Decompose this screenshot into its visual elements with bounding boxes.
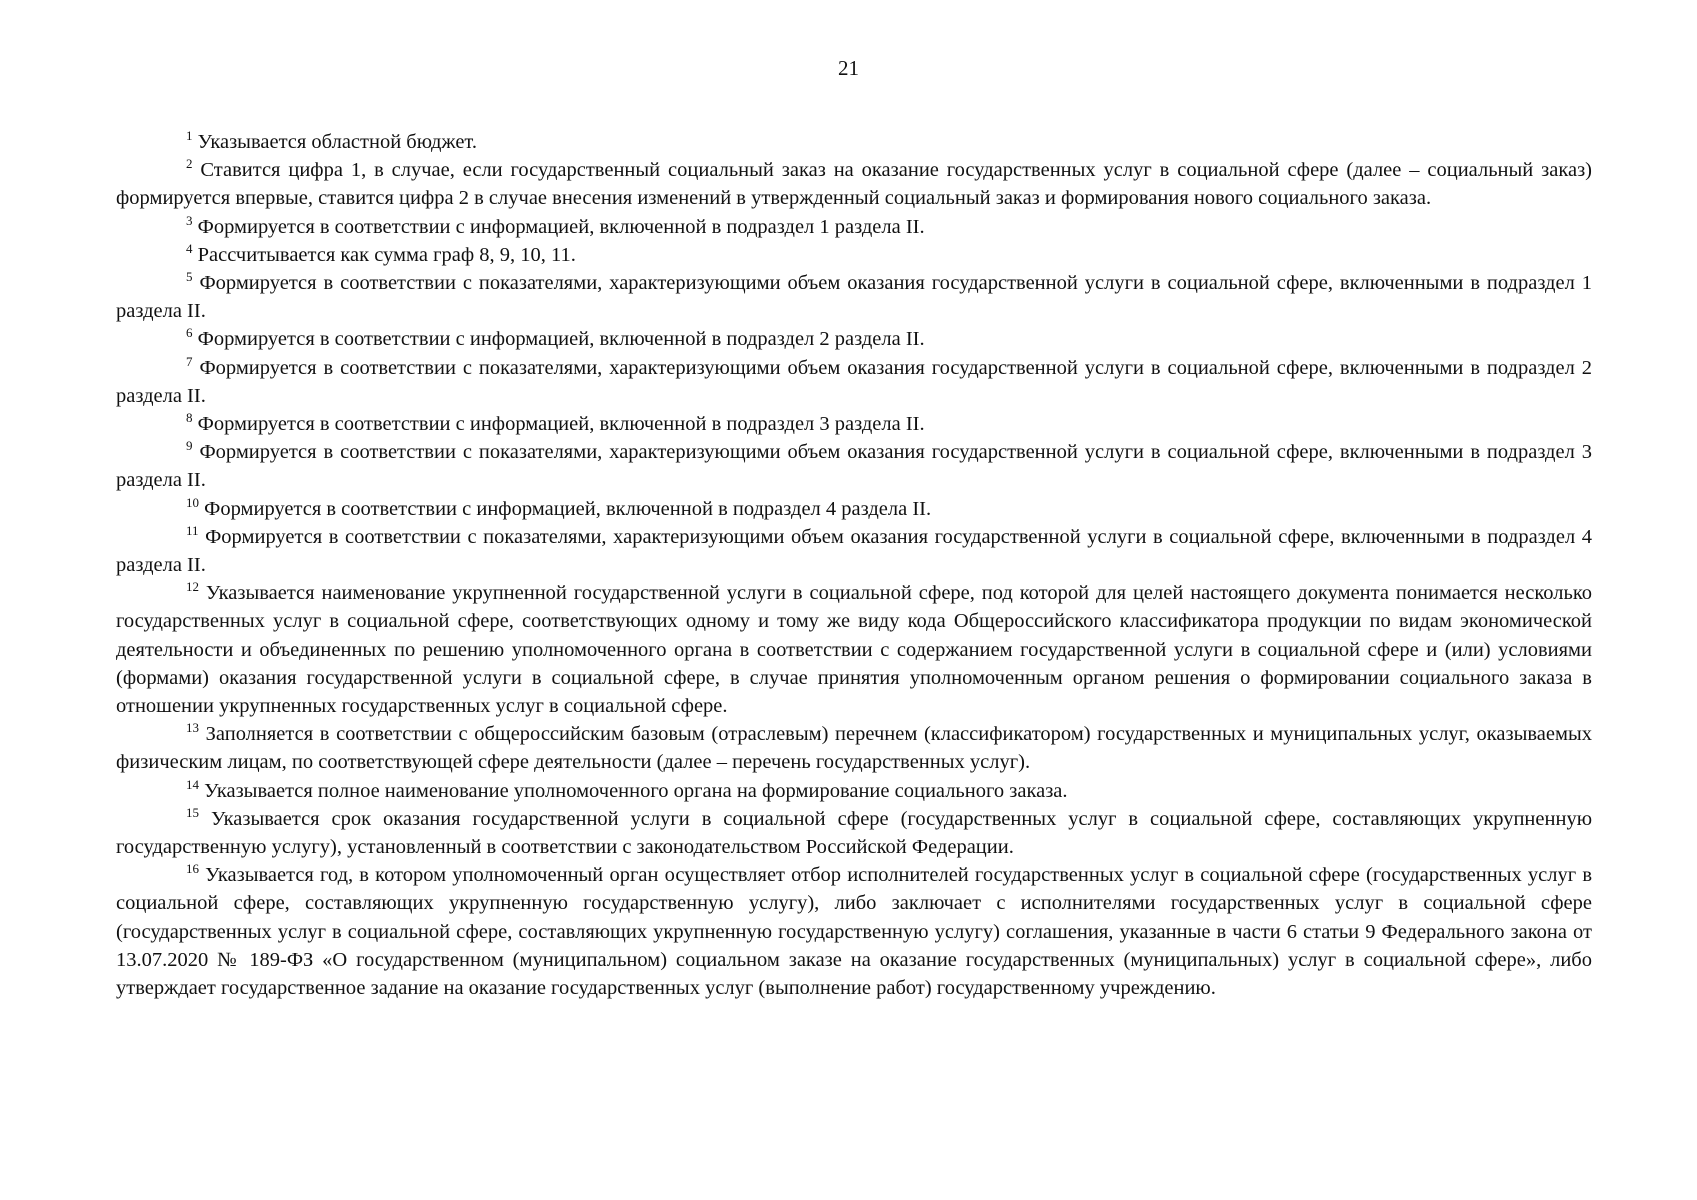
footnote-text: Указывается срок оказания государственной услуги в социальной сфере (государственных услуг в социальной сфере, составляющих укрупненную государственную услугу), установленный в соответствии с законодательством Российской Федерации. [116, 807, 1593, 859]
footnote-text: Указывается областной бюджет. [197, 131, 477, 153]
footnote-mark: 7 [186, 353, 193, 369]
footnote-text: Формируется в соответствии с информацией, включенной в подраздел 3 раздела II. [197, 413, 925, 436]
page-number: 21 [838, 56, 859, 80]
footnote-10 [116, 495, 1592, 523]
footnote-mark: 3 [186, 212, 193, 228]
footnote-mark: 16 [186, 861, 199, 877]
footnote-mark: 6 [186, 325, 193, 341]
footnote-text: Формируется в соответствии с показателями, характеризующими объем оказания государственной услуги в социальной сфере, включенными в подраздел 4 раздела II. [116, 525, 1592, 577]
footnote-12 [116, 579, 1592, 720]
footnote-mark: 2 [186, 156, 193, 172]
footnote-mark: 9 [186, 438, 193, 454]
footnote-16 [116, 861, 1592, 1002]
footnote-5 [116, 269, 1592, 325]
footnote-11 [116, 523, 1592, 579]
footnote-1 [116, 128, 1592, 156]
footnote-mark: 14 [186, 776, 199, 792]
footnote-text: Ставится цифра 1, в случае, если государственный социальный заказ на оказание государственных услуг в социальной сфере (далее – социальный заказ) формируется впервые, ставится цифра 2 в случае внесения изменений в утвержденный социальный заказ и формирования нового социального заказа. [116, 159, 1593, 210]
footnote-text: Рассчитывается как сумма граф 8, 9, 10, 11. [197, 243, 576, 266]
footnote-text: Указывается год, в котором уполномоченный орган осуществляет отбор исполнителей государственных услуг в социальной сфере (государственных услуг в социальной сфере, составляющих укрупненную государственную услугу), либо заключает с исполнителями государственных услуг в социальной сфере (государственных услуг в социальной сфере, составляющих укрупненную государственную услугу) соглашения, указанные в части 6 статьи 9 Федерального закона от 13.07.2020 № 189-ФЗ «О государственном (муниципальном) социальном заказе на оказание государственных (муниципальных) услуг в социальной сфере», либо утверждает государственное задание на оказание государственных услуг (выполнение работ) государственному учреждению. [116, 864, 1592, 1000]
footnote-mark: 10 [186, 494, 199, 510]
footnote-9 [116, 438, 1592, 494]
footnote-7 [116, 354, 1592, 410]
footnote-mark: 1 [186, 128, 193, 143]
footnote-mark: 5 [186, 269, 193, 285]
footnote-text: Формируется в соответствии с информацией, включенной в подраздел 4 раздела II. [204, 497, 932, 520]
footnote-15 [116, 805, 1592, 861]
footnote-mark: 12 [186, 579, 199, 595]
footnote-text: Формируется в соответствии с показателями, характеризующими объем оказания государственной услуги в социальной сфере, включенными в подраздел 1 раздела II. [116, 272, 1592, 323]
footnote-14 [116, 777, 1592, 805]
footnote-mark: 8 [186, 410, 193, 426]
footnote-text: Формируется в соответствии с показателями, характеризующими объем оказания государственной услуги в социальной сфере, включенными в подраздел 3 раздела II. [116, 441, 1592, 492]
footnote-mark: 11 [186, 522, 199, 538]
footnote-8 [116, 410, 1592, 438]
footnote-text: Формируется в соответствии с показателями, характеризующими объем оказания государственной услуги в социальной сфере, включенными в подраздел 2 раздела II. [116, 356, 1592, 407]
footnote-2 [116, 156, 1592, 212]
footnotes-list [116, 128, 1592, 1002]
footnote-text: Формируется в соответствии с информацией, включенной в подраздел 1 раздела II. [197, 215, 925, 238]
footnote-4 [116, 241, 1592, 269]
footnote-text: Заполняется в соответствии с общероссийским базовым (отраслевым) перечнем (классификатором) государственных и муниципальных услуг, оказываемых физическим лицам, по соответствующей сфере деятельности (далее – перечень государственных услуг). [116, 723, 1592, 774]
footnote-text: Указывается наименование укрупненной государственной услуги в социальной сфере, под которой для целей настоящего документа понимается несколько государственных услуг в социальной сфере, соответствующих одному и тому же виду кода Общероссийского классификатора продукции по видам экономической деятельности и объединенных по решению уполномоченного органа в соответствии с содержанием государственной услуги в социальной сфере и (или) условиями (формами) оказания государственной услуги в социальной сфере, в случае принятия уполномоченным органом решения о формировании социального заказа в отношении укрупненных государственных услуг в социальной сфере. [116, 582, 1593, 718]
footnote-3 [116, 213, 1592, 241]
footnote-13 [116, 720, 1592, 776]
footnote-text: Формируется в соответствии с информацией, включенной в подраздел 2 раздела II. [197, 328, 925, 351]
footnote-6 [116, 325, 1592, 353]
footnote-text: Указывается полное наименование уполномоченного органа на формирование социального заказа. [204, 779, 1068, 802]
footnote-mark: 13 [186, 720, 199, 736]
footnote-mark: 15 [186, 804, 199, 820]
footnote-mark: 4 [186, 240, 193, 256]
